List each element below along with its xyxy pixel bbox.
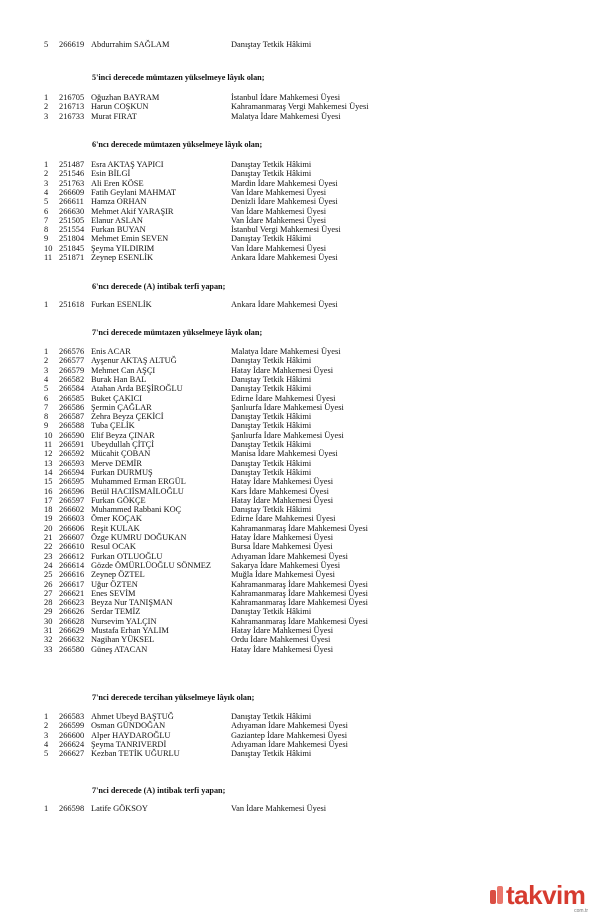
position-title: Hatay İdare Mahkemesi Üyesi (231, 495, 334, 505)
registry-number: 266586 (59, 402, 85, 412)
person-name: Beyza Nur TANIŞMAN (91, 598, 173, 608)
table-row (0, 300, 600, 310)
position-title: Danıştay Tetkik Hâkimi (231, 40, 312, 49)
position-title: Danıştay Tetkik Hâkimi (231, 712, 312, 721)
person-name: Abdurrahim SAĞLAM (91, 40, 170, 49)
registry-number: 266611 (59, 197, 84, 207)
person-name: Mehmet Akif YARAŞIR (91, 206, 174, 216)
row-number: 1 (44, 160, 49, 169)
registry-number: 251487 (59, 160, 85, 169)
person-name: Nagihan YÜKSEL (91, 635, 155, 645)
registry-number: 266610 (59, 542, 85, 552)
position-title: Van İdare Mahkemesi Üyesi (231, 206, 327, 216)
row-number: 15 (44, 477, 53, 487)
registry-number: 266623 (59, 598, 85, 608)
section-heading: 6'ncı derecede mümtazen yükselmeye lâyık olan; (92, 140, 263, 149)
row-number: 17 (44, 495, 53, 505)
registry-number: 266595 (59, 477, 85, 487)
row-number: 9 (44, 234, 49, 244)
row-number: 29 (44, 607, 53, 617)
row-number: 4 (44, 739, 49, 749)
position-title: Kahramanmaraş İdare Mahkemesi Üyesi (231, 598, 368, 608)
row-number: 7 (44, 215, 49, 225)
position-title: Ankara İdare Mahkemesi Üyesi (231, 253, 338, 262)
row-number: 26 (44, 579, 53, 589)
registry-number: 266583 (59, 712, 85, 721)
position-title: Hatay İdare Mahkemesi Üyesi (231, 644, 334, 654)
row-number: 13 (44, 458, 53, 468)
registry-number: 266624 (59, 739, 85, 749)
position-title: Danıştay Tetkik Hâkimi (231, 169, 312, 179)
registry-number: 266609 (59, 187, 85, 197)
registry-number: 266616 (59, 570, 85, 580)
person-name: Mustafa Erhan YALIM (91, 626, 169, 635)
position-title: Bursa İdare Mahkemesi Üyesi (231, 542, 333, 552)
registry-number: 266594 (59, 467, 85, 477)
registry-number: 216713 (59, 102, 85, 112)
position-title: İstanbul İdare Mahkemesi Üyesi (231, 93, 341, 102)
registry-number: 251505 (59, 215, 85, 225)
position-title: Hatay İdare Mahkemesi Üyesi (231, 477, 334, 487)
registry-number: 266627 (59, 749, 85, 759)
position-title: Edirne İdare Mahkemesi Üyesi (231, 514, 336, 524)
person-name: Murat FIRAT (91, 111, 137, 121)
takvim-watermark (488, 880, 588, 914)
takvim-logo-icon (488, 884, 506, 906)
registry-number: 266602 (59, 505, 85, 515)
row-number: 31 (44, 626, 53, 635)
registry-number: 266587 (59, 412, 85, 422)
registry-number: 266597 (59, 495, 85, 505)
person-name: Enes SEVİM (91, 588, 136, 598)
position-title: Edirne İdare Mahkemesi Üyesi (231, 393, 336, 403)
position-title: Manisa İdare Mahkemesi Üyesi (231, 449, 338, 459)
position-title: Hatay İdare Mahkemesi Üyesi (231, 626, 334, 635)
row-number: 5 (44, 40, 49, 49)
row-number: 7 (44, 402, 49, 412)
position-title: Danıştay Tetkik Hâkimi (231, 505, 312, 515)
table-row (0, 749, 600, 759)
person-name: Reşit KULAK (91, 523, 140, 533)
registry-number: 266585 (59, 393, 85, 403)
position-title: İstanbul Vergi Mahkemesi Üyesi (231, 225, 341, 235)
registry-number: 266579 (59, 365, 85, 375)
row-number: 1 (44, 804, 49, 813)
row-number: 3 (44, 365, 49, 375)
table-row (0, 804, 600, 814)
person-name: Furkan BUYAN (91, 225, 146, 235)
row-number: 10 (44, 430, 53, 440)
person-name: Oğuzhan BAYRAM (91, 93, 160, 102)
table-row (0, 253, 600, 263)
person-name: Elif Beyza ÇINAR (91, 430, 155, 440)
row-number: 12 (44, 449, 53, 459)
person-name: Kezban TETİK UĞURLU (91, 749, 180, 759)
row-number: 32 (44, 635, 53, 645)
row-number: 2 (44, 356, 49, 366)
row-number: 28 (44, 598, 53, 608)
person-name: Tuba ÇELİK (91, 421, 135, 431)
person-name: Burak Han BAL (91, 374, 147, 384)
person-name: Fatih Geylani MAHMAT (91, 187, 177, 197)
row-number: 23 (44, 551, 53, 561)
registry-number: 266632 (59, 635, 85, 645)
position-title: Malatya İdare Mahkemesi Üyesi (231, 347, 341, 356)
position-title: Sakarya İdare Mahkemesi Üyesi (231, 560, 341, 570)
person-name: Furkan GÖKÇE (91, 495, 146, 505)
person-name: Mücahit ÇOBAN (91, 449, 151, 459)
registry-number: 266614 (59, 560, 85, 570)
registry-number: 266584 (59, 384, 85, 394)
registry-number: 251546 (59, 169, 85, 179)
registry-number: 266617 (59, 579, 85, 589)
row-number: 1 (44, 300, 49, 309)
registry-number: 266619 (59, 40, 85, 49)
registry-number: 266599 (59, 721, 85, 731)
row-number: 27 (44, 588, 53, 598)
registry-number: 216733 (59, 111, 85, 121)
registry-number: 266607 (59, 533, 85, 542)
row-number: 5 (44, 749, 49, 759)
position-title: Kahramanmaraş İdare Mahkemesi Üyesi (231, 523, 368, 533)
row-number: 30 (44, 616, 53, 626)
person-name: Furkan ESENLİK (91, 300, 152, 309)
position-title: Malatya İdare Mahkemesi Üyesi (231, 111, 341, 121)
person-name: Ahmet Ubeyd BAŞTUĞ (91, 712, 174, 721)
person-name: Zeynep ESENLİK (91, 253, 154, 262)
row-number: 1 (44, 347, 49, 356)
row-number: 5 (44, 384, 49, 394)
row-number: 21 (44, 533, 53, 542)
row-number: 3 (44, 178, 49, 188)
row-number: 2 (44, 169, 49, 179)
row-number: 4 (44, 187, 49, 197)
position-title: Adıyaman İdare Mahkemesi Üyesi (231, 551, 348, 561)
position-title: Hatay İdare Mahkemesi Üyesi (231, 533, 334, 542)
person-name: Mehmet Emin SEVEN (91, 234, 169, 244)
person-name: Ubeydullah ÇİTÇİ (91, 440, 155, 449)
person-name: Alper HAYDAROĞLU (91, 730, 171, 740)
registry-number: 251618 (59, 300, 85, 309)
person-name: Zeynep ÖZTEL (91, 570, 145, 580)
row-number: 1 (44, 712, 49, 721)
row-number: 4 (44, 374, 49, 384)
position-title: Van İdare Mahkemesi Üyesi (231, 215, 327, 225)
registry-number: 266629 (59, 626, 85, 635)
person-name: Serdar TEMİZ (91, 607, 141, 617)
registry-number: 251554 (59, 225, 85, 235)
intro-row (0, 40, 600, 50)
person-name: Esin BİLGİ (91, 169, 131, 179)
person-name: Harun COŞKUN (91, 102, 149, 112)
registry-number: 251804 (59, 234, 85, 244)
section-heading: 7'nci derecede tercihan yükselmeye lâyık olan; (92, 693, 255, 702)
row-number: 24 (44, 560, 53, 570)
position-title: Mardin İdare Mahkemesi Üyesi (231, 178, 338, 188)
position-title: Danıştay Tetkik Hâkimi (231, 412, 312, 422)
registry-number: 266626 (59, 607, 85, 617)
person-name: Resul OCAK (91, 542, 136, 552)
person-name: Esra AKTAŞ YAPICI (91, 160, 164, 169)
row-number: 20 (44, 523, 53, 533)
row-number: 11 (44, 253, 53, 262)
row-number: 5 (44, 197, 49, 207)
position-title: Şanlıurfa İdare Mahkemesi Üyesi (231, 430, 344, 440)
registry-number: 266600 (59, 730, 85, 740)
position-title: Kahramanmaraş Vergi Mahkemesi Üyesi (231, 102, 369, 112)
person-name: Şermin ÇAĞLAR (91, 402, 152, 412)
person-name: Atahan Arda BEŞİROĞLU (91, 384, 183, 394)
row-number: 10 (44, 243, 53, 253)
table-row (0, 645, 600, 655)
position-title: Danıştay Tetkik Hâkimi (231, 458, 312, 468)
registry-number: 216705 (59, 93, 85, 102)
registry-number: 266621 (59, 588, 85, 598)
position-title: Adıyaman İdare Mahkemesi Üyesi (231, 739, 348, 749)
registry-number: 266612 (59, 551, 85, 561)
person-name: Şeyma YILDIRIM (91, 243, 155, 253)
position-title: Kahramanmaraş İdare Mahkemesi Üyesi (231, 579, 368, 589)
registry-number: 251871 (59, 253, 85, 262)
section-heading: 7'nci derecede mümtazen yükselmeye lâyık olan; (92, 328, 263, 337)
position-title: Gaziantep İdare Mahkemesi Üyesi (231, 730, 348, 740)
person-name: Şeyma TANRIVERDİ (91, 739, 167, 749)
section-heading: 5'inci derecede mümtazen yükselmeye lâyık olan; (92, 73, 265, 82)
row-number: 8 (44, 225, 49, 235)
position-title: Danıştay Tetkik Hâkimi (231, 421, 312, 431)
position-title: Van İdare Mahkemesi Üyesi (231, 243, 327, 253)
person-name: Zehra Beyza ÇEKİCİ (91, 412, 164, 422)
row-number: 3 (44, 730, 49, 740)
registry-number: 266603 (59, 514, 85, 524)
row-number: 2 (44, 102, 49, 112)
person-name: Ömer KOÇAK (91, 514, 142, 524)
person-name: Özge KUMRU DOĞUKAN (91, 533, 187, 542)
registry-number: 266577 (59, 356, 85, 366)
position-title: Kahramanmaraş İdare Mahkemesi Üyesi (231, 616, 368, 626)
row-number: 1 (44, 93, 49, 102)
row-number: 22 (44, 542, 53, 552)
person-name: Hamza ORHAN (91, 197, 147, 207)
person-name: Muhammed Erman ERGÜL (91, 477, 186, 487)
row-number: 2 (44, 721, 49, 731)
position-title: Danıştay Tetkik Hâkimi (231, 440, 312, 449)
position-title: Van İdare Mahkemesi Üyesi (231, 187, 327, 197)
person-name: Furkan DURMUŞ (91, 467, 153, 477)
row-number: 8 (44, 412, 49, 422)
position-title: Adıyaman İdare Mahkemesi Üyesi (231, 721, 348, 731)
position-title: Van İdare Mahkemesi Üyesi (231, 804, 327, 813)
watermark-text: takvim (506, 880, 586, 910)
row-number: 3 (44, 111, 49, 121)
person-name: Enis ACAR (91, 347, 131, 356)
row-number: 6 (44, 393, 49, 403)
registry-number: 266588 (59, 421, 85, 431)
position-title: Denizli İdare Mahkemesi Üyesi (231, 197, 338, 207)
position-title: Danıştay Tetkik Hâkimi (231, 374, 312, 384)
registry-number: 266596 (59, 486, 85, 496)
person-name: Furkan OTLUOĞLU (91, 551, 163, 561)
person-name: Güneş ATACAN (91, 644, 148, 654)
registry-number: 266591 (59, 440, 85, 449)
section-heading: 6'ncı derecede (A) intibak terfi yapan; (92, 282, 226, 291)
registry-number: 266580 (59, 644, 85, 654)
registry-number: 266606 (59, 523, 85, 533)
registry-number: 251763 (59, 178, 85, 188)
position-title: Danıştay Tetkik Hâkimi (231, 160, 312, 169)
person-name: Latife GÖKSOY (91, 804, 148, 813)
row-number: 18 (44, 505, 53, 515)
person-name: Osman GÜNDOĞAN (91, 721, 166, 731)
registry-number: 266582 (59, 374, 85, 384)
person-name: Mehmet Can AŞÇI (91, 365, 156, 375)
position-title: Hatay İdare Mahkemesi Üyesi (231, 365, 334, 375)
registry-number: 266628 (59, 616, 85, 626)
row-number: 25 (44, 570, 53, 580)
table-row (0, 112, 600, 122)
position-title: Danıştay Tetkik Hâkimi (231, 607, 312, 617)
position-title: Kars İdare Mahkemesi Üyesi (231, 486, 329, 496)
registry-number: 266593 (59, 458, 85, 468)
row-number: 14 (44, 467, 53, 477)
row-number: 16 (44, 486, 53, 496)
person-name: Gözde ÖMÜRLÜOĞLU SÖNMEZ (91, 560, 212, 570)
person-name: Ali Eren KÖSE (91, 178, 144, 188)
row-number: 9 (44, 421, 49, 431)
position-title: Kahramanmaraş İdare Mahkemesi Üyesi (231, 588, 368, 598)
person-name: Merve DEMİR (91, 458, 142, 468)
position-title: Danıştay Tetkik Hâkimi (231, 384, 312, 394)
person-name: Ayşenur AKTAŞ ALTUĞ (91, 356, 177, 366)
registry-number: 266598 (59, 804, 85, 813)
section-heading: 7'nci derecede (A) intibak terfi yapan; (92, 786, 226, 795)
person-name: Muhammed Rabbani KOÇ (91, 505, 182, 515)
watermark-subtext: com.tr (574, 908, 588, 914)
person-name: Buket ÇAKICI (91, 393, 142, 403)
person-name: Betül HACIİSMAİLOĞLU (91, 486, 184, 496)
row-number: 11 (44, 440, 53, 449)
position-title: Şanlıurfa İdare Mahkemesi Üyesi (231, 402, 344, 412)
registry-number: 266630 (59, 206, 85, 216)
row-number: 6 (44, 206, 49, 216)
person-name: Nursevim YALÇIN (91, 616, 157, 626)
position-title: Danıştay Tetkik Hâkimi (231, 467, 312, 477)
row-number: 19 (44, 514, 53, 524)
registry-number: 266592 (59, 449, 85, 459)
person-name: Elanur ASLAN (91, 215, 143, 225)
registry-number: 251845 (59, 243, 85, 253)
registry-number: 266590 (59, 430, 85, 440)
position-title: Ankara İdare Mahkemesi Üyesi (231, 300, 338, 309)
position-title: Ordu İdare Mahkemesi Üyesi (231, 635, 331, 645)
position-title: Muğla İdare Mahkemesi Üyesi (231, 570, 335, 580)
position-title: Danıştay Tetkik Hâkimi (231, 749, 312, 759)
registry-number: 266576 (59, 347, 85, 356)
row-number: 33 (44, 644, 53, 654)
position-title: Danıştay Tetkik Hâkimi (231, 234, 312, 244)
position-title: Danıştay Tetkik Hâkimi (231, 356, 312, 366)
person-name: Uğur ÖZTEN (91, 579, 138, 589)
